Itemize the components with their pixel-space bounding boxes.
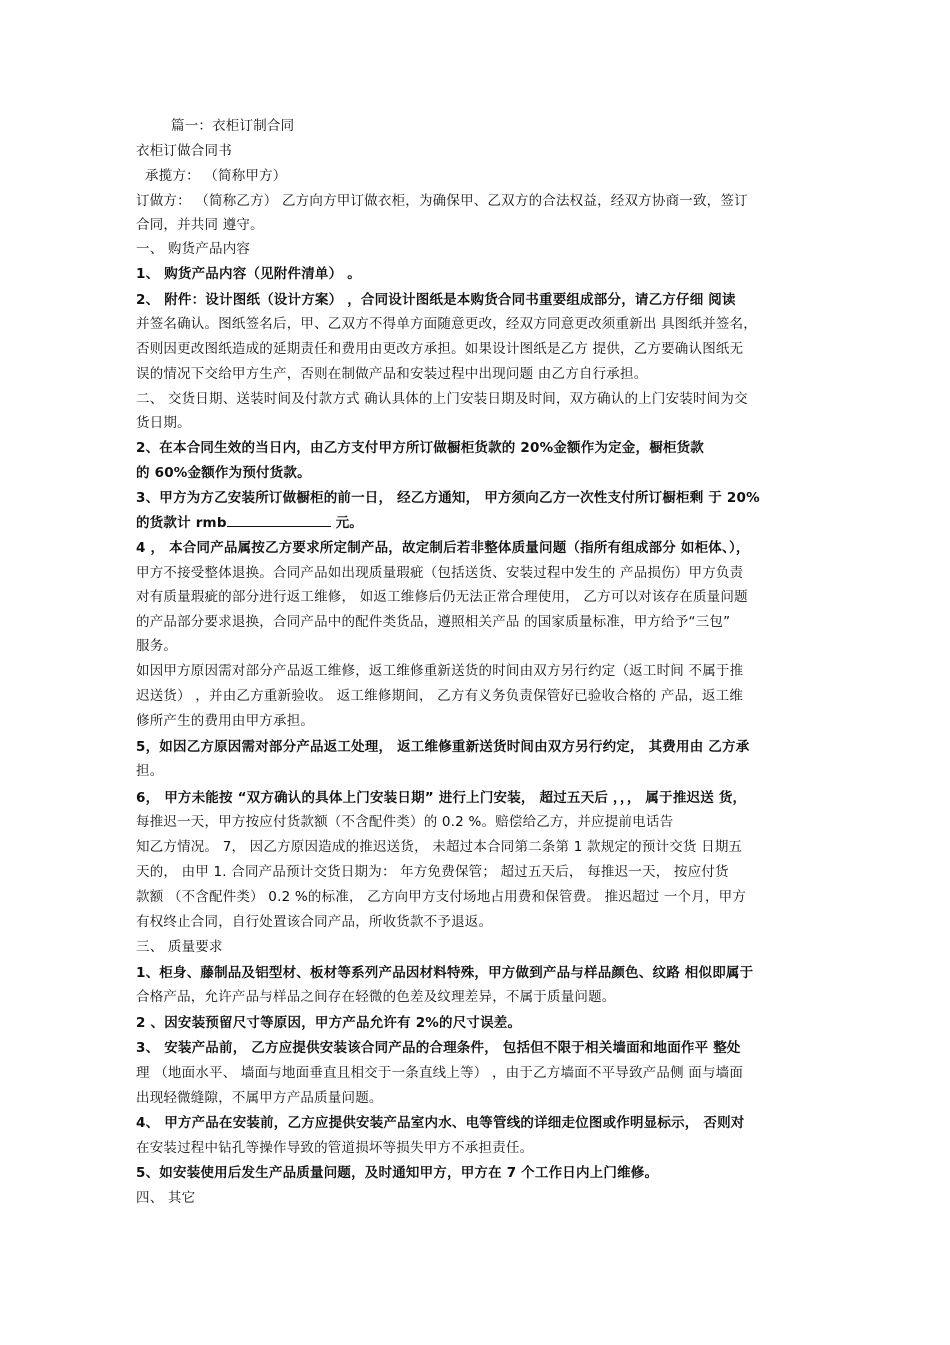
section-heading: 四、 其它 — [136, 1190, 196, 1206]
text-line: 3、 安装产品前， 乙方应提供安装该合同产品的合理条件， 包括但不限于相关墙面和地面作平 整处 — [136, 1040, 741, 1056]
text-line: 对有质量瑕疵的部分进行返工维修， 如返工维修后仍无法正常合理使用， 乙方可以对该存在质量问题 — [136, 589, 748, 605]
text-line: 每推迟一天，甲方按应付货款额（不含配件类）的 0.2 %。赔偿给乙方，并应提前电话告 — [136, 814, 674, 830]
text-line: 并签名确认。图纸签名后，甲、乙双方不得单方面随意更改，经双方同意更改须重新出 具图纸并签名， — [136, 316, 757, 332]
doc-heading: 衣柜订做合同书 — [136, 143, 232, 159]
text-line: 2、在本合同生效的当日内，由乙方支付甲方所订做橱柜货款的 20%金额作为定金，橱柜货款 — [136, 440, 705, 456]
text-line: 天的， 由甲 1. 合同产品预计交货日期为： 年方免费保管； 超过五天后， 每推迟一天， 按应付货 — [136, 864, 729, 880]
section-heading: 二、 交货日期、送装时间及付款方式 确认具体的上门安装日期及时间，双方确认的上门安装时间为交 — [136, 391, 748, 407]
payment-prefix: 的货款计 rmb — [136, 515, 227, 531]
payment-suffix: 元。 — [330, 515, 364, 531]
text-line: 承揽方： （简称甲方） — [145, 168, 287, 184]
text-line: 否则因更改图纸造成的延期责任和费用由更改方承担。如果设计图纸是乙方 提供，乙方要确认图纸无 — [136, 341, 744, 357]
text-line: 误的情况下交给甲方生产，否则在制做产品和安装过程中出现问题 由乙方自行承担。 — [136, 366, 648, 382]
payment-line — [136, 514, 363, 532]
text-line: 出现轻微缝隙，不属甲方产品质量问题。 — [136, 1090, 383, 1106]
text-line: 合格产品，允许产品与样品之间存在轻微的色差及纹理差异，不属于质量问题。 — [136, 989, 616, 1005]
text-line: 知乙方情况。 7， 因乙方原因造成的推迟送货， 未超过本合同第二条第 1 款规定的预计交货 日期五 — [136, 839, 743, 855]
text-line: 1、柜身、藤制品及铝型材、板材等系列产品因材料特殊，甲方做到产品与样品颜色、纹路 相似即属于 — [136, 965, 754, 981]
text-line: 4 ， 本合同产品属按乙方要求所定制产品，故定制后若非整体质量问题（指所有组成部分 如柜体、）， — [136, 540, 750, 556]
text-line: 如因甲方原因需对部分产品返工维修，返工维修重新送货的时间由双方另行约定（返工时间 不属于推 — [136, 663, 744, 679]
text-line: 订做方： （简称乙方） 乙方向方甲订做衣柜，为确保甲、乙双方的合法权益，经双方协商一致，签订 — [136, 193, 748, 209]
text-line: 修所产生的费用由甲方承担。 — [136, 713, 315, 729]
text-line: 6， 甲方未能按 “双方确认的具体上门安装日期” 进行上门安装， 超过五天后 ，，， 属于推迟送 货， — [136, 790, 747, 806]
text-line: 货日期。 — [136, 415, 191, 431]
text-line: 款额 （不含配件类） 0.2 %的标准， 乙方向甲方支付场地占用费和保管费。 推迟超过 一个月，甲方 — [136, 889, 747, 905]
text-line: 5、如安装使用后发生产品质量问题，及时通知甲方，甲方在 7 个工作日内上门维修。 — [136, 1165, 659, 1181]
text-line: 2 、因安装预留尺寸等原因，甲方产品允许有 2%的尺寸误差。 — [136, 1015, 522, 1031]
text-line: 迟送货） ，并由乙方重新验收。 返工维修期间， 乙方有义务负责保管好已验收合格的 产品，返工维 — [136, 688, 744, 704]
text-line: 担。 — [136, 763, 164, 779]
text-line: 3、甲方为方乙安装所订做橱柜的前一日， 经乙方通知， 甲方须向乙方一次性支付所订橱柜剩 于 20% — [136, 490, 760, 506]
section-heading: 三、 质量要求 — [136, 939, 223, 955]
amount-blank — [227, 514, 331, 527]
text-line: 1、 购货产品内容（见附件清单） 。 — [136, 266, 361, 282]
text-line: 服务。 — [136, 638, 178, 654]
text-line: 5，如因乙方原因需对部分产品返工处理， 返工维修重新送货时间由双方另行约定， 其费用由 乙方承 — [136, 739, 750, 755]
text-line: 合同，并共同 遵守。 — [136, 217, 264, 233]
document-title: 篇一：衣柜订制合同 — [171, 118, 295, 134]
text-line: 的产品部分要求退换，合同产品中的配件类货品，遵照相关产品 的国家质量标准，甲方给予“三包” — [136, 614, 731, 630]
text-line: 的 60%金额作为预付货款。 — [136, 465, 311, 481]
text-line: 有权终止合同，自行处置该合同产品，所收货款不予退返。 — [136, 914, 493, 930]
section-heading: 一、 购货产品内容 — [136, 241, 251, 257]
text-line: 理 （地面水平、 墙面与地面垂直且相交于一条直线上等） ，由于乙方墙面不平导致产品侧 面与墙面 — [136, 1065, 744, 1081]
text-line: 4、 甲方产品在安装前，乙方应提供安装产品室内水、电等管线的详细走位图或作明显标示， 否则对 — [136, 1115, 745, 1131]
text-line: 2、 附件：设计图纸（设计方案） ，合同设计图纸是本购货合同书重要组成部分，请乙方仔细 阅读 — [136, 292, 736, 308]
text-line: 甲方不接受整体退换。合同产品如出现质量瑕疵（包括送货、安装过程中发生的 产品损伤）甲方负责 — [136, 565, 744, 581]
text-line: 在安装过程中钻孔等操作导致的管道损坏等损失甲方不承担责任。 — [136, 1140, 534, 1156]
